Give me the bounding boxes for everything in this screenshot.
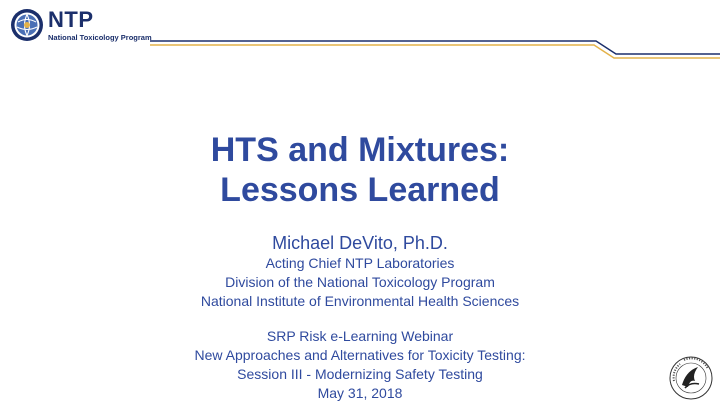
event-topic: New Approaches and Alternatives for Toxicity Testing: [194, 347, 526, 363]
ntp-logo [10, 8, 150, 44]
presenter-role: Acting Chief NTP Laboratories [265, 255, 455, 271]
presenter-institute: National Institute of Environmental Health Sciences [200, 293, 520, 309]
hhs-seal-icon [668, 355, 714, 401]
logo-program-name: National Toxicology Program [48, 33, 152, 42]
event-block [0, 327, 720, 403]
presenter-block [0, 232, 720, 311]
title-line-2: Lessons Learned [220, 171, 500, 209]
slide-title [0, 130, 720, 210]
event-series: SRP Risk e-Learning Webinar [266, 328, 454, 344]
title-line-1: HTS and Mixtures: [210, 131, 510, 169]
logo-acronym: NTP [48, 7, 94, 32]
event-session: Session III - Modernizing Safety Testing [237, 366, 483, 382]
event-date: May 31, 2018 [317, 385, 403, 401]
ntp-globe-icon [10, 8, 44, 42]
presenter-division: Division of the National Toxicology Program [225, 274, 495, 290]
presenter-name: Michael DeVito, Ph.D. [272, 233, 448, 253]
